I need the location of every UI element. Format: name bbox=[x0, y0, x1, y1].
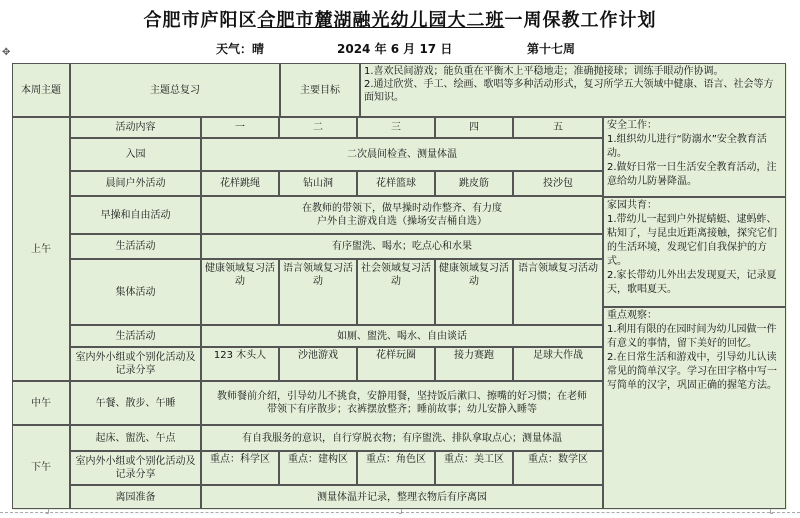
living1-value: 有序盥洗、喝水；吃点心和水果 bbox=[201, 234, 603, 259]
group-mon: 健康领域复习活动 bbox=[201, 259, 279, 325]
exercise-value bbox=[201, 196, 603, 234]
group-thu: 健康领域复习活动 bbox=[435, 259, 513, 325]
theme-label: 本周主题 bbox=[12, 63, 70, 117]
period-noon: 中午 bbox=[12, 381, 70, 425]
safety-item-1: 1.组织幼儿进行“防溺水”安全教育活动。 bbox=[607, 134, 767, 159]
indoor-pm-mon: 重点：科学区 bbox=[201, 451, 279, 485]
outdoor-label: 晨间户外活动 bbox=[70, 171, 201, 196]
outdoor-thu: 跳皮筋 bbox=[435, 171, 513, 196]
living1-label: 生活活动 bbox=[70, 234, 201, 259]
noon-line-2: 带领下有序散步；衣裤摆放整齐；睡前故事；幼儿安静入睡等 bbox=[267, 404, 537, 415]
weekly-plan-table bbox=[13, 64, 787, 510]
goal-2: 2.通过欣赏、手工、绘画、歌唱等多种活动形式，复习所学五大领域中健康、语言、社会等方面知识。 bbox=[364, 79, 774, 103]
weather-label: 天气：晴 bbox=[216, 42, 265, 56]
group-label: 集体活动 bbox=[70, 259, 201, 325]
group-wed: 社会领域复习活动 bbox=[357, 259, 435, 325]
document-title: 合肥市庐阳区合肥市麓湖融光幼儿园大二班一周保教工作计划 bbox=[143, 10, 657, 31]
period-am: 上午 bbox=[12, 117, 70, 381]
day-thu: 四 bbox=[435, 117, 513, 138]
content-header: 活动内容 bbox=[70, 117, 201, 138]
observation-item-1: 1.利用有限的在园时间为幼儿园做一件有意义的事情，留下美好的回忆。 bbox=[607, 324, 777, 349]
indoor-am-tue: 沙池游戏 bbox=[279, 347, 357, 381]
outdoor-wed: 花样篮球 bbox=[357, 171, 435, 196]
theme-value: 主题总复习 bbox=[70, 63, 280, 117]
safety-item-2: 2.做好日常一日生活安全教育活动，注意给幼儿防暑降温。 bbox=[607, 162, 777, 187]
corner-mark-icon: └ bbox=[768, 509, 773, 518]
indoor-am-label: 室内外小组或个别化活动及记录分享 bbox=[70, 347, 201, 381]
wake-value: 有自我服务的意识，自行穿脱衣物；有序盥洗、排队拿取点心；测量体温 bbox=[201, 425, 603, 451]
goal-1: 1.喜欢民间游戏；能负重在平衡木上平稳地走；准确抛接球；训练手眼动作协调。 bbox=[364, 66, 724, 77]
period-pm: 下午 bbox=[12, 425, 70, 509]
goals-label: 主要目标 bbox=[280, 63, 360, 117]
indoor-pm-label: 室内外小组或个别化活动及记录分享 bbox=[70, 451, 201, 485]
family-cell bbox=[603, 197, 786, 307]
goals-cell bbox=[360, 63, 786, 117]
group-fri: 语言领域复习活动 bbox=[513, 259, 603, 325]
indoor-am-mon: 123 木头人 bbox=[201, 347, 279, 381]
exercise-label: 早操和自由活动 bbox=[70, 196, 201, 234]
indoor-pm-thu: 重点：美工区 bbox=[435, 451, 513, 485]
indoor-am-wed: 花样玩圈 bbox=[357, 347, 435, 381]
indoor-pm-fri: 重点：数学区 bbox=[513, 451, 603, 485]
living2-label: 生活活动 bbox=[70, 325, 201, 347]
day-tue: 二 bbox=[279, 117, 357, 138]
noon-label: 午餐、散步、午睡 bbox=[70, 381, 201, 425]
indoor-am-thu: 接力赛跑 bbox=[435, 347, 513, 381]
day-wed: 三 bbox=[357, 117, 435, 138]
date-label: 2024 年 6 月 17 日 bbox=[337, 42, 453, 56]
group-tue: 语言领域复习活动 bbox=[279, 259, 357, 325]
family-title: 家园共育： bbox=[607, 200, 657, 211]
indoor-pm-tue: 重点：建构区 bbox=[279, 451, 357, 485]
noon-line-1: 教师餐前介绍，引导幼儿不挑食，安静用餐，坚持饭后漱口、擦嘴的好习惯；在老师 bbox=[217, 391, 587, 402]
arrival-label: 入园 bbox=[70, 138, 201, 171]
wake-label: 起床、盥洗、午点 bbox=[70, 425, 201, 451]
day-fri: 五 bbox=[513, 117, 603, 138]
observation-cell bbox=[603, 307, 786, 509]
indoor-pm-wed: 重点：角色区 bbox=[357, 451, 435, 485]
corner-mark-icon: ┘ bbox=[399, 509, 404, 518]
outdoor-tue: 钻山洞 bbox=[279, 171, 357, 196]
arrival-value: 二次晨间检查、测量体温 bbox=[201, 138, 603, 171]
family-item-1: 1.带幼儿一起到户外捉蜻蜓、逮蚂蚱、粘知了，与昆虫近距离接触，探究它们的生活环境，发现它们自我保护的方式。 bbox=[607, 214, 777, 267]
leave-label: 离园准备 bbox=[70, 485, 201, 509]
week-label: 第十七周 bbox=[527, 42, 576, 56]
exercise-line-2: 户外自主游戏自选（操场安吉桶自选） bbox=[317, 216, 487, 227]
leave-value: 测量体温并记录，整理衣物后有序离园 bbox=[201, 485, 603, 509]
family-item-2: 2.家长带幼儿外出去发现夏天，记录夏天，歌唱夏天。 bbox=[607, 270, 777, 295]
safety-cell bbox=[603, 117, 786, 197]
observation-item-2: 2.在日常生活和游戏中，引导幼儿认读常见的简单汉字。学习在田字格中写一写简单的汉字，巩固正确的握笔方法。 bbox=[607, 352, 777, 391]
safety-title: 安全工作： bbox=[607, 120, 657, 131]
outdoor-fri: 投沙包 bbox=[513, 171, 603, 196]
outdoor-mon: 花样跳绳 bbox=[201, 171, 279, 196]
living2-value: 如厕、盥洗、喝水、自由谈话 bbox=[201, 325, 603, 347]
corner-mark-icon: ┘ bbox=[46, 509, 51, 518]
move-anchor-icon[interactable]: ✥ bbox=[2, 47, 11, 58]
noon-value bbox=[201, 381, 603, 425]
exercise-line-1: 在教师的带领下，做早操时动作整齐、有力度 bbox=[302, 203, 502, 214]
observation-title: 重点观察： bbox=[607, 310, 657, 321]
indoor-am-fri: 足球大作战 bbox=[513, 347, 603, 381]
day-mon: 一 bbox=[201, 117, 279, 138]
